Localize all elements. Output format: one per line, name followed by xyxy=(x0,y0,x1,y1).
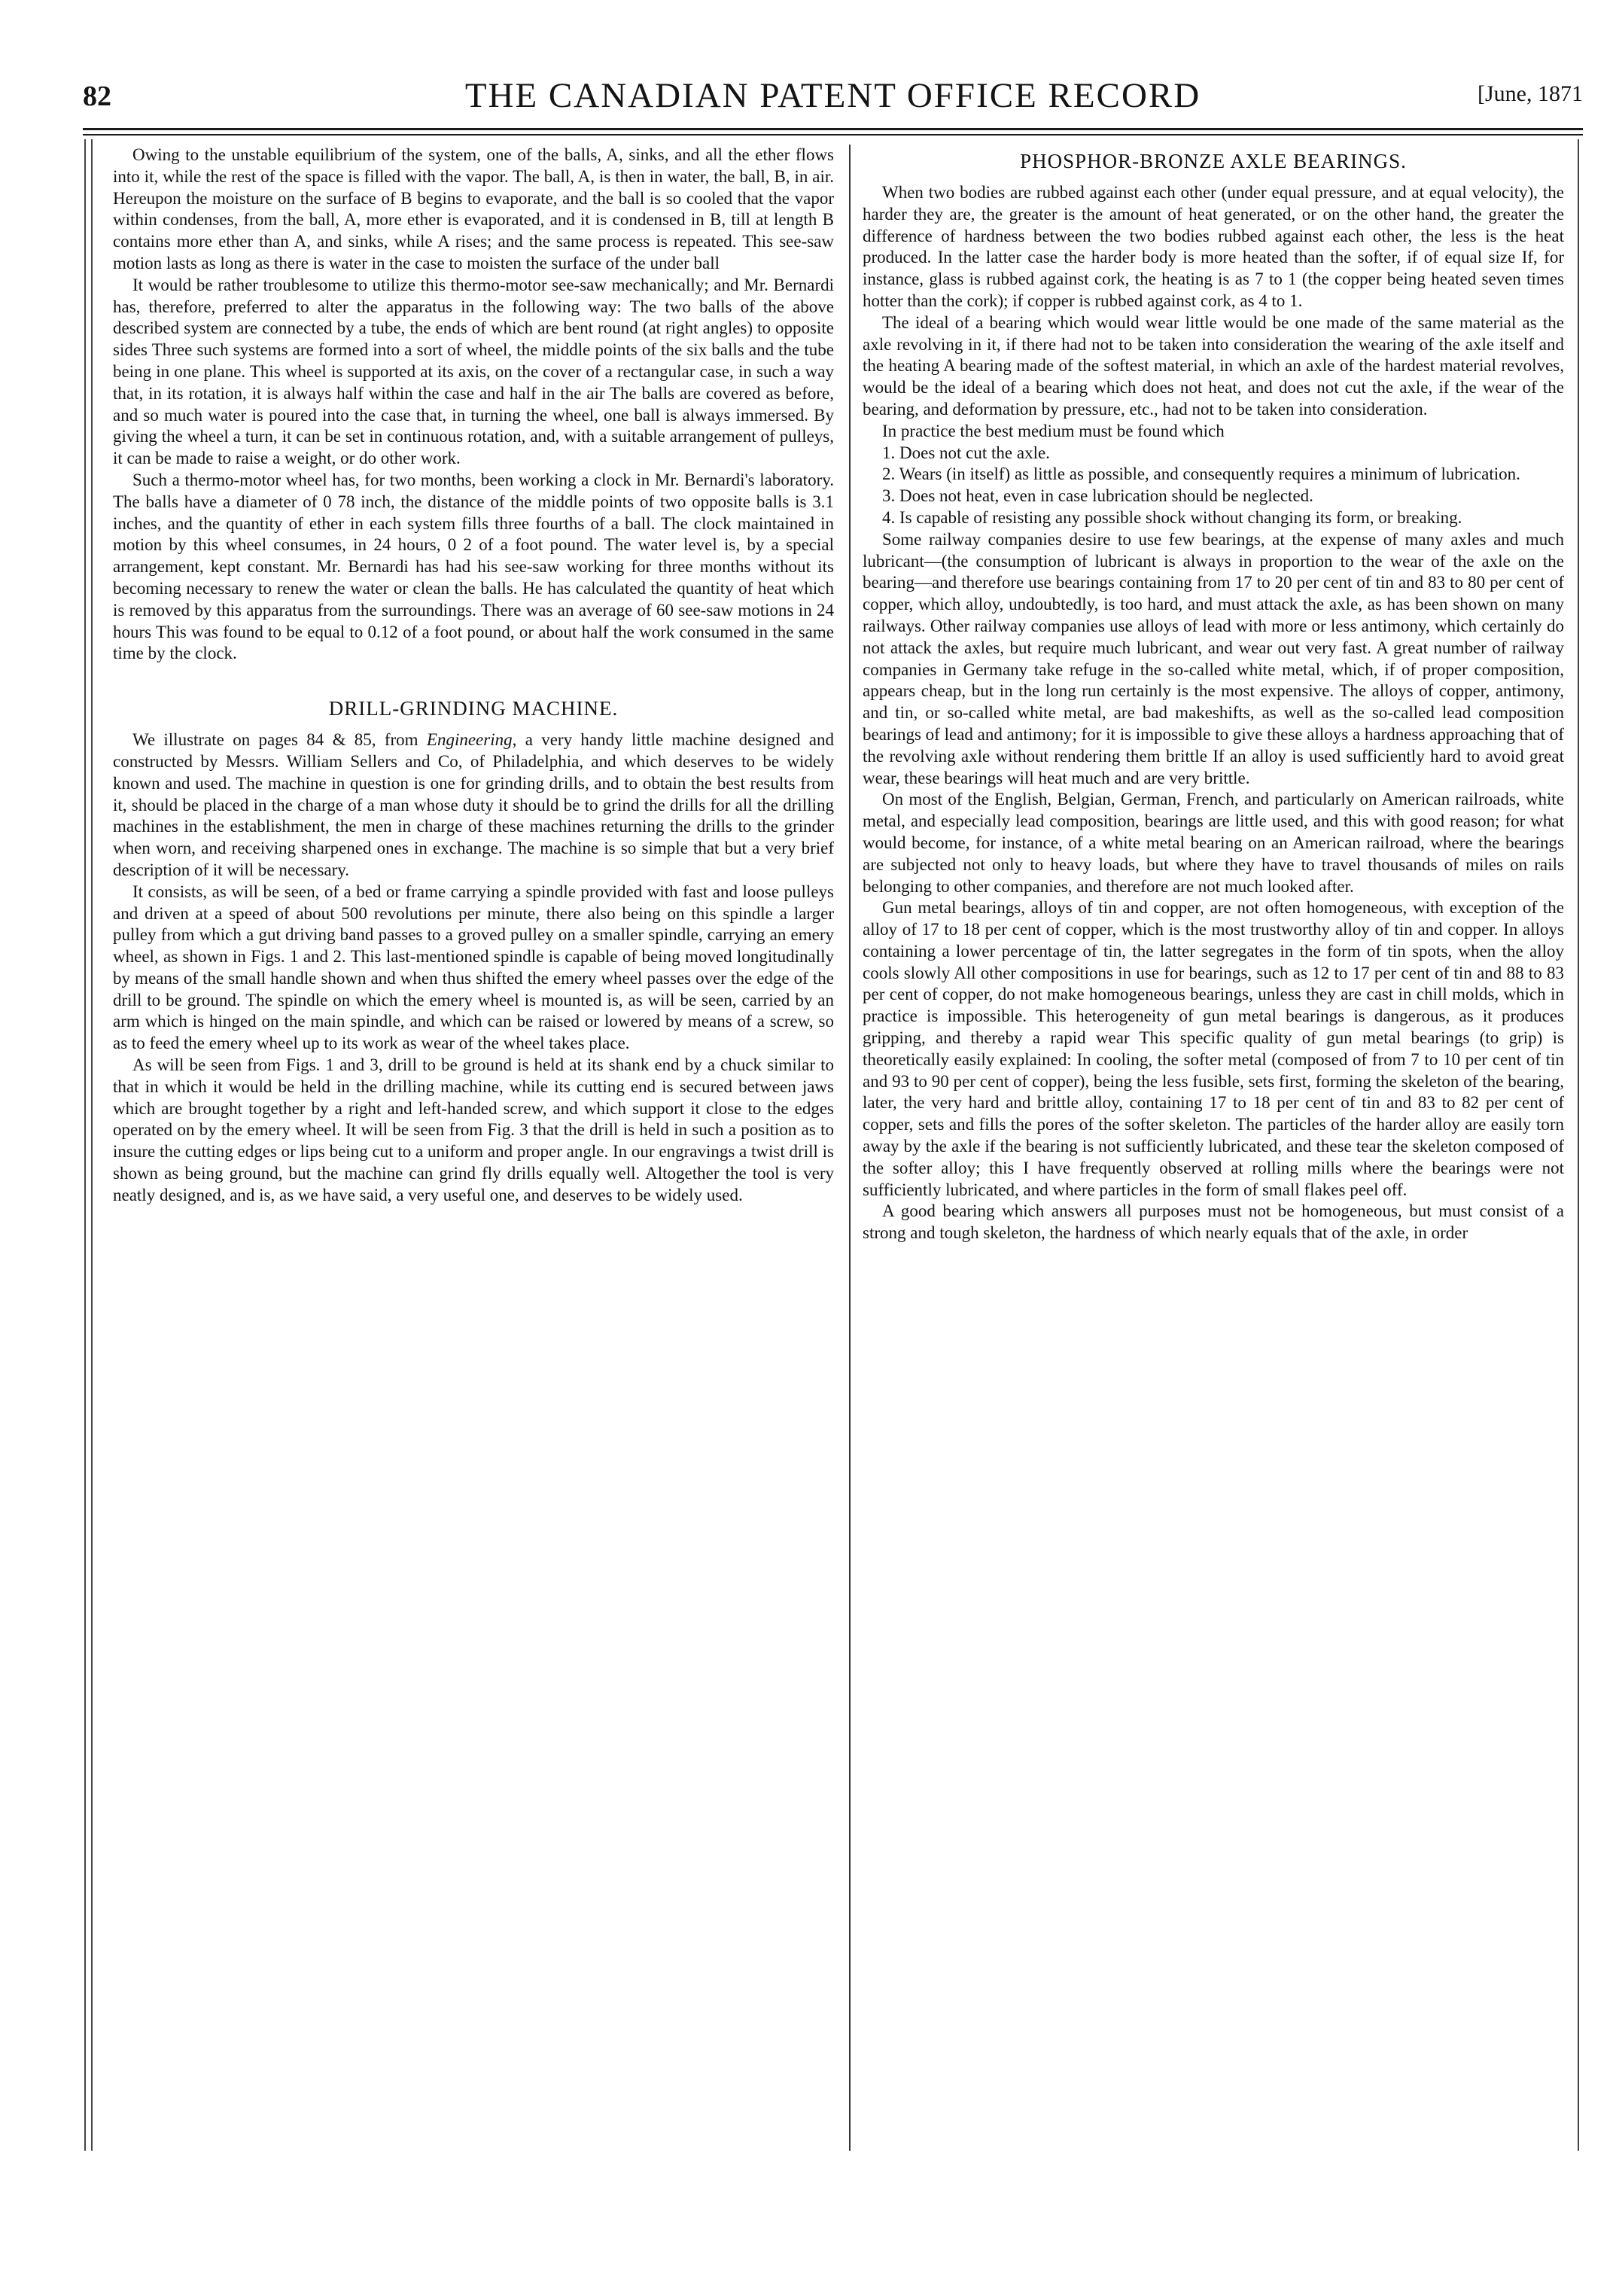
page-header xyxy=(83,72,1583,125)
requirement-item-2: 2. Wears (in itself) as little as possible, and consequently requires a minimum of lubrication. xyxy=(882,464,1520,484)
requirement-item-1: 1. Does not cut the axle. xyxy=(882,443,1050,462)
bearings-paragraph-6: Gun metal bearings, alloys of tin and copper, are not often homogeneous, with exception of the alloy of 17 to 18 per cent of copper, which is the most trustworthy alloy of tin and copper. In alloys containing a lower percentage of tin, the latter segregates in the form of tin spots, when the alloy cools slowly All other compositions in use for bearings, such as 12 to 17 per cent of tin and 88 to 83 per cent of copper, do not make homogeneous bearings, unless they are cast in chill molds, which in practice is impossible. This heterogeneity of gun metal bearings is dangerous, as it produces gripping, and thereby a rapid wear This specific quality of gun metal bearings (to grip) is theoretically easily explained: In cooling, the softer metal (composed of from 7 to 10 per cent of tin and 93 to 90 per cent of copper), being the less fusible, sets first, forming the skeleton of the bearing, later, the very hard and brittle alloy, containing 17 to 18 per cent of tin and 83 to 82 per cent of copper, sets and fills the pores of the softer skeleton. The particles of the harder alloy are easily torn away by the axle if the bearing is not sufficiently lubricated, and these tear the skeleton composed of the softer alloy; this I have frequently observed at rolling mills where the bearings were not sufficiently lubricated, and where particles in the form of small flakes peel off. xyxy=(863,898,1564,1199)
column-divider xyxy=(849,145,851,2151)
bearings-paragraph-2: The ideal of a bearing which would wear little would be one made of the same material as the axle revolving in it, if there had not to be taken into consideration the wearing of the axle itself and the heating A bearing made of the softest material, in which an axle of the hardest material revolves, would be the ideal of a bearing which does not heat, and does not cut the axle, if the wear of the bearing, and deformation by pressure, etc., had not to be taken into consideration. xyxy=(863,312,1564,419)
left-column xyxy=(113,145,834,2151)
requirement-item-4: 4. Is capable of resisting any possible shock without changing its form, or breaking. xyxy=(882,507,1462,527)
drill-paragraph-1-rest: , a very handy little machine designed and constructed by Messrs. William Sellers and Co, of Philadelphia, and which deserves to be widely known and used. The machine in question is one for grinding drills, and to obtain the best results from it, should be placed in the charge of a man whose duty it should be to grind the drills for all the drilling machines in the establishment, the men in charge of these machines returning the drills to the grinder when worn, and receiving sharpened ones in exchange. The machine is so simple that but a very brief description of it will be necessary. xyxy=(113,730,834,879)
journal-title: THE CANADIAN PATENT OFFICE RECORD xyxy=(464,76,1201,115)
drill-paragraph-2: It consists, as will be seen, of a bed or frame carrying a spindle provided with fast and loose pulleys and driven at a speed of about 500 revolutions per minute, there also being on this spindle a larger pulley from which a gut driving band passes to a groved pulley on a smaller spindle, carrying an emery wheel, as shown in Figs. 1 and 2. This last-mentioned spindle is capable of being moved longitudinally by means of the small handle shown and when thus shifted the emery wheel passes over the edge of the drill to be ground. The spindle on which the emery wheel is mounted is, as will be seen, carried by an arm which is hinged on the main spindle, and which can be raised or lowered by means of a screw, so as to feed the emery wheel up to its work as wear of the wheel takes place. xyxy=(113,882,834,1053)
axle-bearings-heading: PHOSPHOR-BRONZE AXLE BEARINGS. xyxy=(1020,150,1407,172)
right-column xyxy=(863,145,1564,2151)
issue-date: [June, 1871 xyxy=(1478,81,1583,106)
bearings-paragraph-3: In practice the best medium must be found which xyxy=(882,421,1225,440)
thermo-motor-paragraph-1: Owing to the unstable equilibrium of the system, one of the balls, A, sinks, and all the ether flows into it, while the rest of the space is filled with the vapor. The ball, A, is then in water, the ball, B, in air. Hereupon the moisture on the surface of B begins to evaporate, and the ball is so cooled that the vapor within condenses, from the ball, A, more ether is evaporated, and it is condensed in B, till at length B contains more ether than A, and sinks, while A rises; and the same process is repeated. This see-saw motion lasts as long as there is water in the case to moisten the surface of the under ball xyxy=(113,145,834,273)
bearings-paragraph-1: When two bodies are rubbed against each other (under equal pressure, and at equal velocity), the harder they are, the greater is the amount of heat generated, or on the other hand, the greater the difference of hardness between the two bodies rubbed against each other, the less is the heat produced. In the latter case the harder body is more heated than the softer, if of equal size If, for instance, glass is rubbed against cork, the heating is as 7 to 1 (the copper being heated seven times hotter than the cork); if copper is rubbed against cork, as 4 to 1. xyxy=(863,183,1564,310)
drill-paragraph-1-lead: We illustrate on pages 84 & 85, from xyxy=(132,730,427,750)
engineering-citation: Engineering xyxy=(426,730,513,750)
thermo-motor-paragraph-2: It would be rather troublesome to utilize this thermo-motor see-saw mechanically; and Mr. Bernardi has, therefore, preferred to alter the apparatus in the following way: The two balls of the above described system are connected by a tube, the ends of which are bent round (at right angles) to opposite sides Three such systems are formed into a sort of wheel, the middle points of the six balls and the tube being in one plane. This wheel is supported at its axis, on the cover of a rectangular case, in such a way that, in its rotation, it is always half within the case and half in the air The balls are covered as before, and so much water is poured into the case that, in turning the wheel, one ball is always immersed. By giving the wheel a turn, it can be set in continuous rotation, and, with a suitable arrangement of pulleys, it can be made to raise a weight, or do other work. xyxy=(113,275,834,468)
header-rule-thin xyxy=(83,134,1583,136)
bearings-paragraph-4: Some railway companies desire to use few bearings, at the expense of many axles and much lubricant—(the consumption of lubricant is always in proportion to the wear of the axle on the bearing—and therefore use bearings containing from 17 to 20 per cent of tin and 83 to 80 per cent of copper, which alloy, undoubtedly, is too hard, and must attack the axle, as has been shown on many railways. Other railway companies use alloys of lead with more or less antimony, which certainly do not attack the axles, but require much lubricant, and wear out very fast. A great number of railway companies in Germany take refuge in the so-called white metal, which, if of proper composition, appears cheap, but in the long run certainly is the most expensive. The alloys of copper, antimony, and tin, or so-called white metal, are bad makeshifts, as well as the so-called lead composition bearings of lead and antimony; for it is impossible to give these alloys a hardness approaching that of the revolving axle without rendering them brittle If an alloy is used sufficiently hard to avoid great wear, these bearings will heat much and are very brittle. xyxy=(863,529,1564,787)
requirement-item-3: 3. Does not heat, even in case lubrication should be neglected. xyxy=(882,486,1313,506)
drill-grinding-heading: DRILL-GRINDING MACHINE. xyxy=(328,697,619,720)
thermo-motor-paragraph-3: Such a thermo-motor wheel has, for two months, been working a clock in Mr. Bernardi's laboratory. The balls have a diameter of 0 78 inch, the distance of the middle points of two opposite balls is 3.1 inches, and the quantity of ether in each system fills three fourths of a ball. The clock maintained in motion by this wheel consumes, in 24 hours, 0 2 of a foot pound. The water level is, by a special arrangement, kept constant. Mr. Bernardi has had his see-saw working for three months without its becoming necessary to renew the water or clean the balls. He has calculated the quantity of heat which is removed by this apparatus from the surroundings. There was an average of 60 see-saw motions in 24 hours This was found to be equal to 0.12 of a foot pound, or about half the work consumed in the same time by the clock. xyxy=(113,470,834,663)
bearings-paragraph-7: A good bearing which answers all purposes must not be homogeneous, but must consist of a strong and tough skeleton, the hardness of which nearly equals that of the axle, in order xyxy=(863,1201,1564,1243)
page-number: 82 xyxy=(83,81,111,112)
bearings-paragraph-5: On most of the English, Belgian, German, French, and particularly on American railroads, white metal, and especially lead composition, bearings are little used, and this with good reason; for what would become, for instance, of a white metal bearing on an American railroad, where the bearings are subjected not only to heavy loads, but where they have to travel thousands of miles on rails belonging to other companies, and therefore are not much looked after. xyxy=(863,790,1564,896)
right-border-rule xyxy=(1578,139,1579,2151)
left-border-rule-outer xyxy=(84,139,86,2151)
left-border-rule-inner xyxy=(91,139,93,2151)
header-rule-thick xyxy=(83,128,1583,130)
drill-paragraph-1 xyxy=(113,729,834,882)
drill-paragraph-3: As will be seen from Figs. 1 and 3, drill to be ground is held at its shank end by a chuck similar to that in which it would be held in the drilling machine, while its cutting end is secured between jaws which are brought together by a right and left-handed screw, and which support it close to the edges operated on by the emery wheel. It will be seen from Fig. 3 that the drill is held in such a position as to insure the cutting edges or lips being cut to a uniform and proper angle. In our engravings a twist drill is shown as being ground, but the machine can grind fly drills equally well. Altogether the tool is very neatly designed, and is, as we have said, a very useful one, and deserves to be widely used. xyxy=(113,1055,834,1204)
